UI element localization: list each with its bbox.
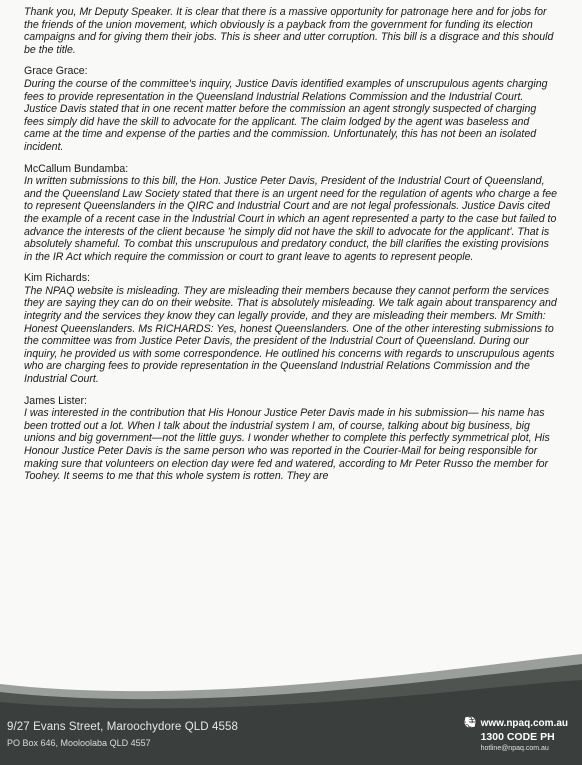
phone-icon xyxy=(464,731,476,743)
address-line-street: 9/27 Evans Street, Maroochydore QLD 4558 xyxy=(7,721,238,733)
letterhead-footer xyxy=(0,650,582,765)
speech-text: I was interested in the contribution that His Honour Justice Peter Davis made in his submission— his name has been trotted out a lot. When I talk about the industrial system I am, of course, talking about big business, big unions and big government—not the little guys. I wonder whether to complete this perfectly symmetrical plot, His Honour Justice Peter Davis is the same person who was reported in the Courier-Mail for being responsible for making sure that volunteers on election day were fed and watered, according to Mr Peter Russo the member for Toohey. It seems to me that this whole system is rotten. They are xyxy=(24,407,550,483)
speech-text: In written submissions to this bill, the Hon. Justice Peter Davis, President of the Industrial Court of Queensland, and the Queensland Law Society stated that there is an urgent need for the regulation of agents who charge a fee to represent Queenslanders in the QIRC and Industrial Court and are not legal professionals. Justice Davis cited the example of a recent case in the Industrial Court in which an agent represented a party to the case but failed to advance the interests of the client because 'he simply did not have the skill to advocate for the applicant'. That is absolutely shameful. To combat this unscrupulous and predatory conduct, the bill clarifies the existing provisions in the IR Act which require the commission or court to grant leave to agents to represent people. xyxy=(24,175,557,263)
contact-block xyxy=(464,716,568,752)
speech-text: Thank you, Mr Deputy Speaker. It is clear that there is a massive opportunity for patronage here and for jobs for the friends of the union movement, which obviously is a payback from the government for funding its election campaigns and for giving them their jobs. This is sheer and utter corruption. This bill is a disgrace and this should be the title. xyxy=(24,6,554,56)
transcript-entry xyxy=(24,163,558,264)
speaker-name: McCallum Bundamba: xyxy=(24,162,129,175)
transcript-body xyxy=(24,6,558,492)
phone-number[interactable]: 1300 CODE PH xyxy=(480,731,555,743)
speaker-name: James Lister: xyxy=(24,394,87,407)
transcript-entry xyxy=(24,6,558,56)
transcript-entry xyxy=(24,272,558,385)
speaker-name: Kim Richards: xyxy=(24,272,90,285)
transcript-entry xyxy=(24,395,558,483)
website-row[interactable] xyxy=(464,716,568,730)
speaker-name: Grace Grace: xyxy=(24,65,88,78)
transcript-entry xyxy=(24,65,558,153)
email-address[interactable]: hotline@npaq.com.au xyxy=(480,745,549,752)
phone-row[interactable] xyxy=(464,730,568,744)
speech-text: The NPAQ website is misleading. They are misleading their members because they cannot perform the services they are saying they can do on their website. That is absolutely misleading. We talk again about transparency and integrity and the services they know they can legally provide, and they are misleading their members. Mr Smith: Honest Queenslanders. Ms RICHARDS: Yes, honest Queenslanders. One of the other interesting submissions to the committee was from Justice Peter Davis, the president of the Industrial Court of Queensland. During our inquiry, he provided us with some correspondence. He outlined his concerns with regards to unscrupulous agents who are charging fees to provide representation in the Queensland Industrial Relations Commission and the Industrial Court. xyxy=(24,284,557,386)
speech-text: During the course of the committee's inquiry, Justice Davis identified examples of unscrupulous agents charging fees to provide representation in the Queensland Industrial Relations Commission and the Industrial Court. Justice Davis stated that in one recent matter before the commission an agent strongly suspected of charging fees simply did have the skill to advocate for the applicant. The claim lodged by the agent was baseless and came at the time and expense of the parties and the commission. Unfortunately, this has not been an isolated incident. xyxy=(24,77,548,153)
website-link[interactable]: www.npaq.com.au xyxy=(480,717,568,729)
address-line-po-box: PO Box 646, Mooloolaba QLD 4557 xyxy=(7,738,151,748)
